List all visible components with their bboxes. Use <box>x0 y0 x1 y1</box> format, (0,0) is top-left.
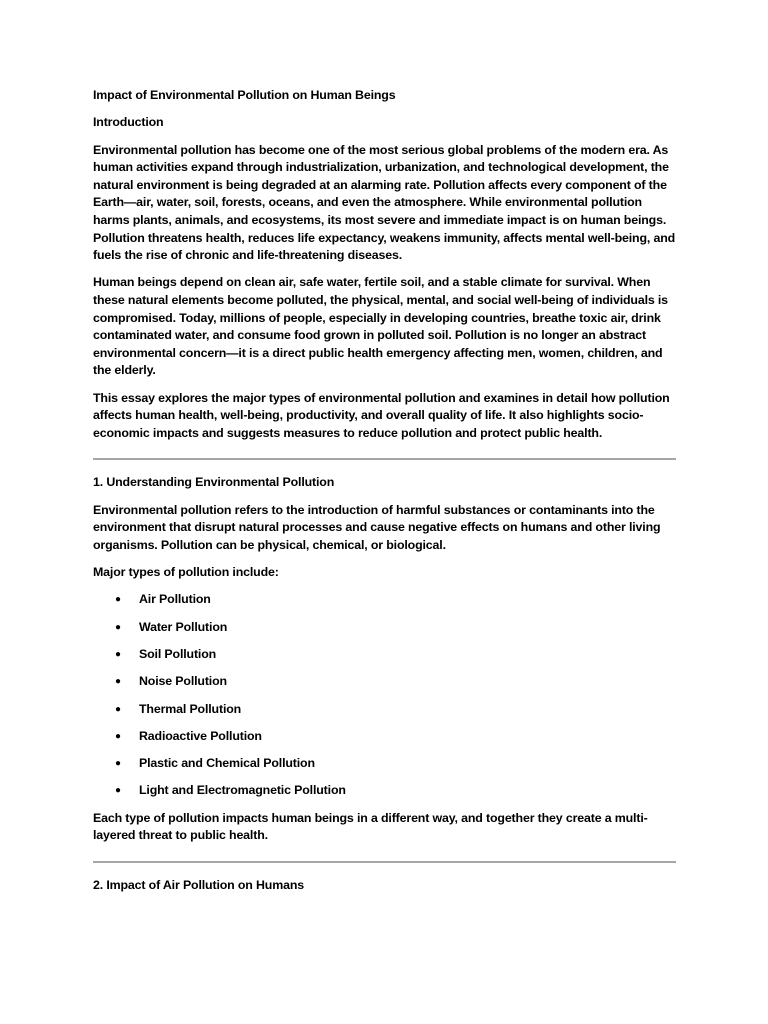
bullet-icon: ● <box>115 649 121 661</box>
list-item-label: Plastic and Chemical Pollution <box>139 756 315 771</box>
list-item <box>93 619 676 637</box>
list-item-label: Thermal Pollution <box>139 701 242 716</box>
list-item <box>93 728 676 746</box>
list-item <box>93 646 676 664</box>
pollution-types-intro: Major types of pollution include: <box>93 565 279 580</box>
pollution-types-list <box>93 591 676 800</box>
document-title: Impact of Environmental Pollution on Human Beings <box>93 88 396 102</box>
section-1-paragraph: Environmental pollution refers to the introduction of harmful substances or contaminants into the environment that disrupt natural processes and cause negative effects on humans and other living organisms. Pollution can be physical, chemical, or biological. <box>93 502 661 552</box>
bullet-icon: ● <box>115 730 121 742</box>
list-item <box>93 673 676 691</box>
intro-paragraph-2: Human beings depend on clean air, safe water, fertile soil, and a stable climate for survival. When these natural elements become polluted, the physical, mental, and social well-being of individuals is compromised. Today, millions of people, especially in developing countries, breathe toxic air, drink contaminated water, and consume food grown in polluted soil. Pollution is no longer an abstract environmental concern—it is a direct public health emergency affecting men, women, children, and the elderly. <box>93 275 668 378</box>
intro-paragraph-3: This essay explores the major types of environmental pollution and examines in detail how pollution affects human health, well-being, productivity, and overall quality of life. It also highlights socio-economic impacts and suggests measures to reduce pollution and protect public health. <box>93 390 670 440</box>
section-divider <box>93 458 676 460</box>
section-1-heading: 1. Understanding Environmental Pollution <box>93 475 335 490</box>
intro-paragraph-1: Environmental pollution has become one of the most serious global problems of the modern era. As human activities expand through industrialization, urbanization, and technological development, the natural environment is being degraded at an alarming rate. Pollution affects every component of the Earth—air, water, soil, forests, oceans, and even the atmosphere. While environmental pollution harms plants, animals, and ecosystems, its most severe and immediate impact is on human beings. Pollution threatens health, reduces life expectancy, weakens immunity, affects mental well-being, and fuels the rise of chronic and life-threatening diseases. <box>93 142 676 263</box>
bullet-icon: ● <box>115 594 121 606</box>
section-divider <box>93 861 676 863</box>
bullet-icon: ● <box>115 703 121 715</box>
section-1-closing: Each type of pollution impacts human beings in a different way, and together they create a multi-layered threat to public health. <box>93 810 648 843</box>
list-item-label: Air Pollution <box>139 592 211 607</box>
list-item-label: Noise Pollution <box>139 674 227 689</box>
list-item-label: Soil Pollution <box>139 647 217 662</box>
list-item <box>93 782 676 800</box>
bullet-icon: ● <box>115 676 121 688</box>
list-item <box>93 755 676 773</box>
bullet-icon: ● <box>115 621 121 633</box>
list-item-label: Water Pollution <box>139 619 228 634</box>
list-item-label: Radioactive Pollution <box>139 728 262 743</box>
bullet-icon: ● <box>115 785 121 797</box>
list-item <box>93 701 676 719</box>
section-2-heading: 2. Impact of Air Pollution on Humans <box>93 877 304 892</box>
list-item <box>93 591 676 609</box>
introduction-heading: Introduction <box>93 115 164 130</box>
list-item-label: Light and Electromagnetic Pollution <box>139 783 346 798</box>
bullet-icon: ● <box>115 758 121 770</box>
document-page <box>93 87 676 904</box>
